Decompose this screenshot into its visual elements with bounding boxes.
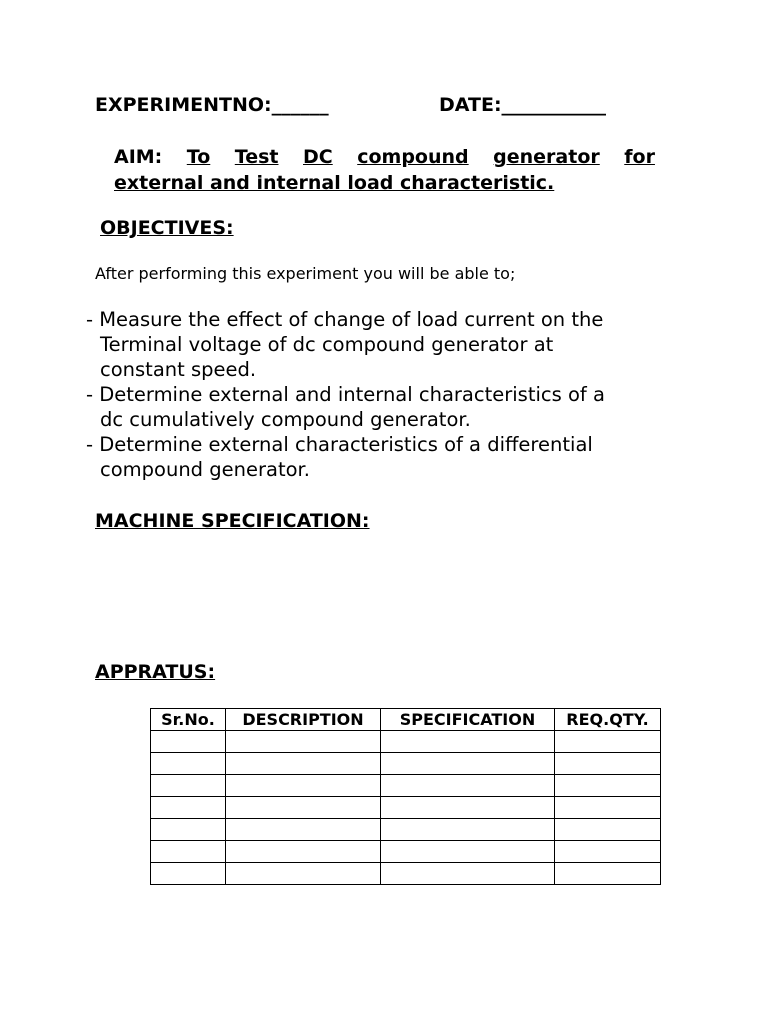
objectives-intro: After performing this experiment you will be able to; bbox=[95, 264, 516, 283]
table-cell bbox=[555, 819, 661, 841]
table-cell bbox=[226, 797, 381, 819]
table-cell bbox=[381, 797, 555, 819]
table-row bbox=[151, 841, 661, 863]
table-row bbox=[151, 797, 661, 819]
aim-line-1 bbox=[114, 144, 655, 170]
table-cell bbox=[226, 819, 381, 841]
table-cell bbox=[226, 841, 381, 863]
table-cell bbox=[226, 753, 381, 775]
table-cell bbox=[151, 775, 226, 797]
aim-line-2: external and internal load characteristic. bbox=[114, 172, 555, 194]
aim-word: for bbox=[624, 146, 655, 168]
column-header-req-qty: REQ.QTY. bbox=[555, 709, 661, 731]
column-header-specification: SPECIFICATION bbox=[381, 709, 555, 731]
aim-block bbox=[114, 144, 655, 196]
aim-word: compound bbox=[357, 146, 469, 168]
objective-line: - Determine external and internal characteristics of a bbox=[86, 383, 605, 406]
table-cell bbox=[381, 863, 555, 885]
column-header-sr-no: Sr.No. bbox=[151, 709, 226, 731]
aim-word: generator bbox=[493, 146, 600, 168]
apparatus-table-body bbox=[151, 731, 661, 885]
table-cell bbox=[151, 819, 226, 841]
aim-word: To bbox=[186, 146, 211, 168]
table-cell bbox=[555, 731, 661, 753]
objective-line: compound generator. bbox=[100, 458, 310, 481]
table-cell bbox=[381, 841, 555, 863]
objectives-heading: OBJECTIVES: bbox=[100, 217, 234, 239]
table-cell bbox=[381, 753, 555, 775]
table-cell bbox=[381, 731, 555, 753]
objective-line: constant speed. bbox=[100, 358, 257, 381]
objectives-list bbox=[86, 307, 605, 482]
objective-line: Terminal voltage of dc compound generator at bbox=[100, 333, 554, 356]
objective-line: dc cumulatively compound generator. bbox=[100, 408, 471, 431]
table-cell bbox=[555, 797, 661, 819]
table-cell bbox=[381, 775, 555, 797]
table-cell bbox=[381, 819, 555, 841]
table-row bbox=[151, 753, 661, 775]
table-cell bbox=[226, 731, 381, 753]
table-cell bbox=[555, 841, 661, 863]
table-row bbox=[151, 863, 661, 885]
table-header-row bbox=[151, 709, 661, 731]
table-cell bbox=[226, 775, 381, 797]
table-cell bbox=[555, 863, 661, 885]
aim-label: AIM: bbox=[114, 146, 163, 168]
table-cell bbox=[226, 863, 381, 885]
aim-word: Test bbox=[234, 146, 279, 168]
objective-line: - Measure the effect of change of load current on the bbox=[86, 308, 604, 331]
table-cell bbox=[151, 841, 226, 863]
table-row bbox=[151, 731, 661, 753]
table-cell bbox=[151, 731, 226, 753]
apparatus-heading: APPRATUS: bbox=[95, 661, 216, 683]
date-label: DATE:___________ bbox=[439, 94, 607, 116]
table-cell bbox=[151, 753, 226, 775]
machine-specification-heading: MACHINE SPECIFICATION: bbox=[95, 510, 370, 532]
table-cell bbox=[151, 863, 226, 885]
apparatus-table bbox=[150, 708, 661, 885]
aim-word: DC bbox=[303, 146, 333, 168]
table-row bbox=[151, 819, 661, 841]
column-header-description: DESCRIPTION bbox=[226, 709, 381, 731]
table-cell bbox=[555, 775, 661, 797]
table-cell bbox=[555, 753, 661, 775]
objective-line: - Determine external characteristics of a differential bbox=[86, 433, 593, 456]
table-row bbox=[151, 775, 661, 797]
experiment-number-label: EXPERIMENTNO:______ bbox=[95, 94, 329, 116]
table-cell bbox=[151, 797, 226, 819]
